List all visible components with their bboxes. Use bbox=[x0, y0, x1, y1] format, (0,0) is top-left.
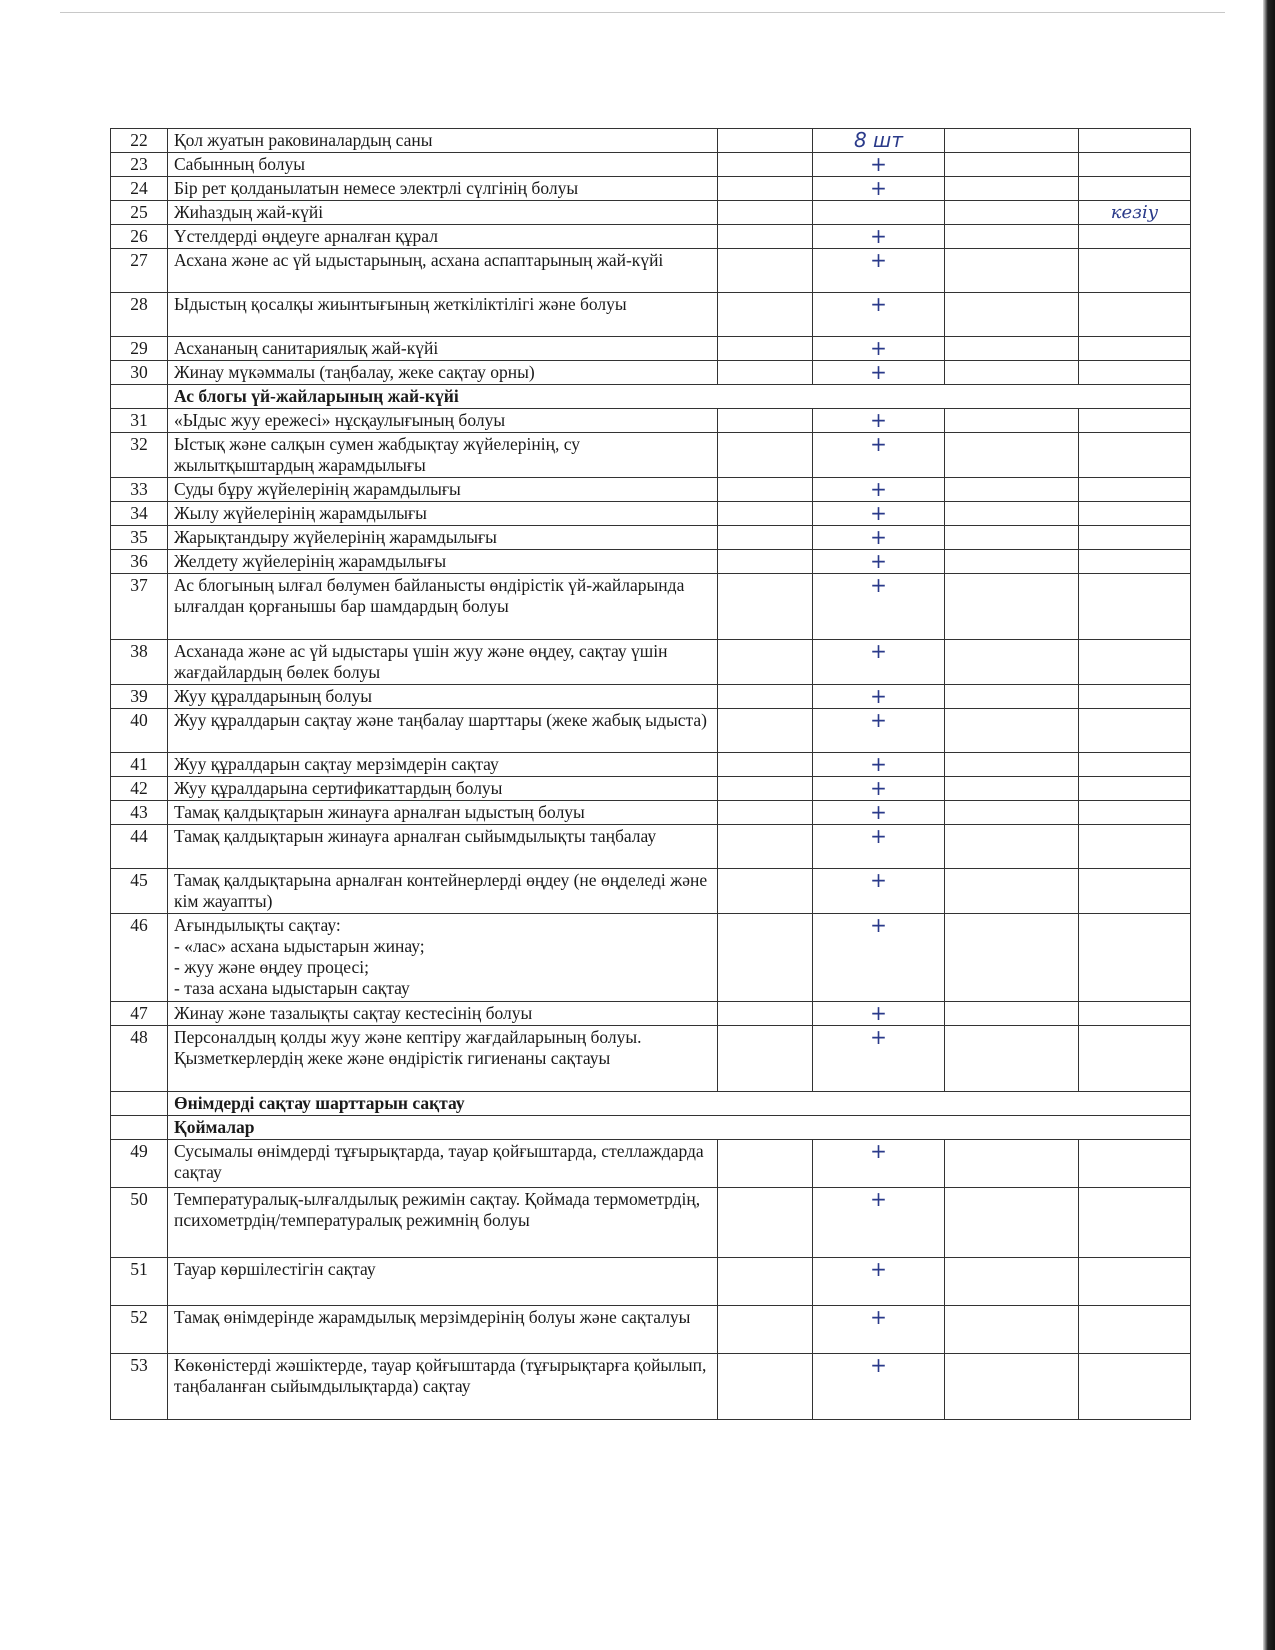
table-row bbox=[111, 574, 1191, 640]
table-row bbox=[111, 685, 1191, 709]
row-number: 30 bbox=[111, 361, 168, 385]
handwritten-mark: + bbox=[813, 574, 945, 640]
table-row bbox=[111, 337, 1191, 361]
row-text: Сабынның болуы bbox=[168, 153, 718, 177]
row-number: 46 bbox=[111, 914, 168, 1002]
row-number: 52 bbox=[111, 1306, 168, 1354]
row-number: 22 bbox=[111, 129, 168, 153]
row-number: 34 bbox=[111, 502, 168, 526]
table-row bbox=[111, 361, 1191, 385]
row-text: Қол жуатын раковиналардың саны bbox=[168, 129, 718, 153]
row-number: 41 bbox=[111, 753, 168, 777]
row-number: 49 bbox=[111, 1140, 168, 1188]
row-text: Жинау және тазалықты сақтау кестесінің болуы bbox=[168, 1002, 718, 1026]
row-text: Асхананың санитариялық жай-күйі bbox=[168, 337, 718, 361]
table-row bbox=[111, 177, 1191, 201]
row-text: Суды бұру жүйелерінің жарамдылығы bbox=[168, 478, 718, 502]
handwritten-mark: + bbox=[813, 777, 945, 801]
handwritten-mark: + bbox=[813, 225, 945, 249]
row-number: 43 bbox=[111, 801, 168, 825]
row-number: 35 bbox=[111, 526, 168, 550]
table-row bbox=[111, 409, 1191, 433]
table-row bbox=[111, 201, 1191, 225]
handwritten-mark: + bbox=[813, 153, 945, 177]
handwritten-mark: + bbox=[813, 177, 945, 201]
row-text: Тамақ өнімдерінде жарамдылық мерзімдерінің болуы және сақталуы bbox=[168, 1306, 718, 1354]
row-text: Жарықтандыру жүйелерінің жарамдылығы bbox=[168, 526, 718, 550]
row-number: 37 bbox=[111, 574, 168, 640]
table-row bbox=[111, 914, 1191, 1002]
handwritten-mark: + bbox=[813, 478, 945, 502]
handwritten-mark: + bbox=[813, 526, 945, 550]
handwritten-mark: + bbox=[813, 433, 945, 478]
row-number: 44 bbox=[111, 825, 168, 869]
row-text: Асхана және ас үй ыдыстарының, асхана аспаптарының жай-күйі bbox=[168, 249, 718, 293]
table-row bbox=[111, 502, 1191, 526]
handwritten-mark: + bbox=[813, 1258, 945, 1306]
table-row bbox=[111, 709, 1191, 753]
handwritten-mark: + bbox=[813, 801, 945, 825]
row-number: 26 bbox=[111, 225, 168, 249]
table-row bbox=[111, 478, 1191, 502]
row-text: Ыстық және салқын сумен жабдықтау жүйелерінің, су жылытқыштардың жарамдылығы bbox=[168, 433, 718, 478]
row-text: Персоналдың қолды жуу және кептіру жағдайларының болуы. Қызметкерлердің жеке және өндірістік гигиенаны сақтауы bbox=[168, 1026, 718, 1092]
scan-right-edge bbox=[1263, 0, 1275, 1650]
handwritten-mark: + bbox=[813, 249, 945, 293]
handwritten-mark: + bbox=[813, 640, 945, 685]
table-row bbox=[111, 825, 1191, 869]
handwritten-mark: + bbox=[813, 502, 945, 526]
table-row bbox=[111, 249, 1191, 293]
section-title: Өнімдерді сақтау шарттарын сақтау bbox=[168, 1092, 1191, 1116]
table-row bbox=[111, 801, 1191, 825]
row-text: Тамақ қалдықтарын жинауға арналған сыйымдылықты таңбалау bbox=[168, 825, 718, 869]
table-row bbox=[111, 1140, 1191, 1188]
handwritten-mark: + bbox=[813, 361, 945, 385]
row-text: «Ыдыс жуу ережесі» нұсқаулығының болуы bbox=[168, 409, 718, 433]
table-row bbox=[111, 869, 1191, 914]
handwritten-mark: + bbox=[813, 685, 945, 709]
row-number: 47 bbox=[111, 1002, 168, 1026]
scan-top-edge bbox=[60, 12, 1225, 13]
handwritten-mark: 8 шт bbox=[813, 129, 945, 153]
row-text: Тамақ қалдықтарына арналған контейнерлерді өңдеу (не өңделеді және кім жауапты) bbox=[168, 869, 718, 914]
handwritten-mark: + bbox=[813, 409, 945, 433]
handwritten-mark: + bbox=[813, 1354, 945, 1420]
row-text: Желдету жүйелерінің жарамдылығы bbox=[168, 550, 718, 574]
table-row bbox=[111, 550, 1191, 574]
table-row bbox=[111, 225, 1191, 249]
row-text: Жуу құралдарына сертификаттардың болуы bbox=[168, 777, 718, 801]
row-text: Жиһаздың жай-күйі bbox=[168, 201, 718, 225]
row-text: Жуу құралдарын сақтау және таңбалау шарттары (жеке жабық ыдыста) bbox=[168, 709, 718, 753]
table-row bbox=[111, 1306, 1191, 1354]
row-number: 29 bbox=[111, 337, 168, 361]
handwritten-mark: + bbox=[813, 914, 945, 1002]
row-number: 40 bbox=[111, 709, 168, 753]
table-row bbox=[111, 753, 1191, 777]
handwritten-mark: + bbox=[813, 1026, 945, 1092]
row-text: Жинау мүкәммалы (таңбалау, жеке сақтау орны) bbox=[168, 361, 718, 385]
table-row bbox=[111, 153, 1191, 177]
row-number: 38 bbox=[111, 640, 168, 685]
handwritten-mark: + bbox=[813, 1188, 945, 1258]
handwritten-mark: + bbox=[813, 293, 945, 337]
row-text: Жылу жүйелерінің жарамдылығы bbox=[168, 502, 718, 526]
section-title: Қоймалар bbox=[168, 1116, 1191, 1140]
row-number: 48 bbox=[111, 1026, 168, 1092]
row-number: 36 bbox=[111, 550, 168, 574]
row-text: Жуу құралдарының болуы bbox=[168, 685, 718, 709]
section-row bbox=[111, 1116, 1191, 1140]
row-number: 33 bbox=[111, 478, 168, 502]
handwritten-note: кезіу bbox=[1079, 201, 1191, 225]
row-number: 25 bbox=[111, 201, 168, 225]
row-text: Температуралық-ылғалдылық режимін сақтау. Қоймада термометрдің, психометрдің/температуралық режимнің болуы bbox=[168, 1188, 718, 1258]
row-number: 32 bbox=[111, 433, 168, 478]
table-row bbox=[111, 640, 1191, 685]
handwritten-mark: + bbox=[813, 869, 945, 914]
handwritten-mark: + bbox=[813, 337, 945, 361]
handwritten-mark: + bbox=[813, 1002, 945, 1026]
section-row bbox=[111, 1092, 1191, 1116]
row-text: Ас блогының ылғал бөлумен байланысты өндірістік үй-жайларында ылғалдан қорғанышы бар шамдардың болуы bbox=[168, 574, 718, 640]
row-number: 51 bbox=[111, 1258, 168, 1306]
row-text: Ағындылықты сақтау: - «лас» асхана ыдыстарын жинау; - жуу және өңдеу процесі; - таза асхана ыдыстарын сақтау bbox=[168, 914, 718, 1002]
handwritten-mark: + bbox=[813, 550, 945, 574]
handwritten-mark: + bbox=[813, 709, 945, 753]
row-number: 50 bbox=[111, 1188, 168, 1258]
table-row bbox=[111, 526, 1191, 550]
table-row bbox=[111, 293, 1191, 337]
handwritten-mark bbox=[813, 201, 945, 225]
row-text: Тамақ қалдықтарын жинауға арналған ыдыстың болуы bbox=[168, 801, 718, 825]
table-row bbox=[111, 1026, 1191, 1092]
table-row bbox=[111, 1188, 1191, 1258]
row-number: 27 bbox=[111, 249, 168, 293]
row-number: 28 bbox=[111, 293, 168, 337]
row-text: Ыдыстың қосалқы жиынтығының жеткіліктілігі және болуы bbox=[168, 293, 718, 337]
table-row bbox=[111, 777, 1191, 801]
table-row bbox=[111, 1002, 1191, 1026]
row-number: 23 bbox=[111, 153, 168, 177]
row-text: Үстелдерді өңдеуге арналған құрал bbox=[168, 225, 718, 249]
section-title: Ас блогы үй-жайларының жай-күйі bbox=[168, 385, 1191, 409]
table-row bbox=[111, 433, 1191, 478]
handwritten-mark: + bbox=[813, 1306, 945, 1354]
section-row bbox=[111, 385, 1191, 409]
row-number: 24 bbox=[111, 177, 168, 201]
handwritten-mark: + bbox=[813, 1140, 945, 1188]
table-row bbox=[111, 1354, 1191, 1420]
row-text: Көкөністерді жәшіктерде, тауар қойғыштарда (тұғырықтарға қойылып, таңбаланған сыйымдылықтарда) сақтау bbox=[168, 1354, 718, 1420]
row-text: Асханада және ас үй ыдыстары үшін жуу және өңдеу, сақтау үшін жағдайлардың бөлек болуы bbox=[168, 640, 718, 685]
row-number: 42 bbox=[111, 777, 168, 801]
row-number: 31 bbox=[111, 409, 168, 433]
handwritten-mark: + bbox=[813, 825, 945, 869]
row-text: Жуу құралдарын сақтау мерзімдерін сақтау bbox=[168, 753, 718, 777]
handwritten-mark: + bbox=[813, 753, 945, 777]
table-row bbox=[111, 129, 1191, 153]
row-number: 39 bbox=[111, 685, 168, 709]
row-text: Сусымалы өнімдерді тұғырықтарда, тауар қойғыштарда, стеллаждарда сақтау bbox=[168, 1140, 718, 1188]
inspection-checklist-table bbox=[110, 128, 1191, 1420]
row-text: Бір рет қолданылатын немесе электрлі сүлгінің болуы bbox=[168, 177, 718, 201]
table-row bbox=[111, 1258, 1191, 1306]
row-number: 45 bbox=[111, 869, 168, 914]
row-text: Тауар көршілестігін сақтау bbox=[168, 1258, 718, 1306]
row-number: 53 bbox=[111, 1354, 168, 1420]
